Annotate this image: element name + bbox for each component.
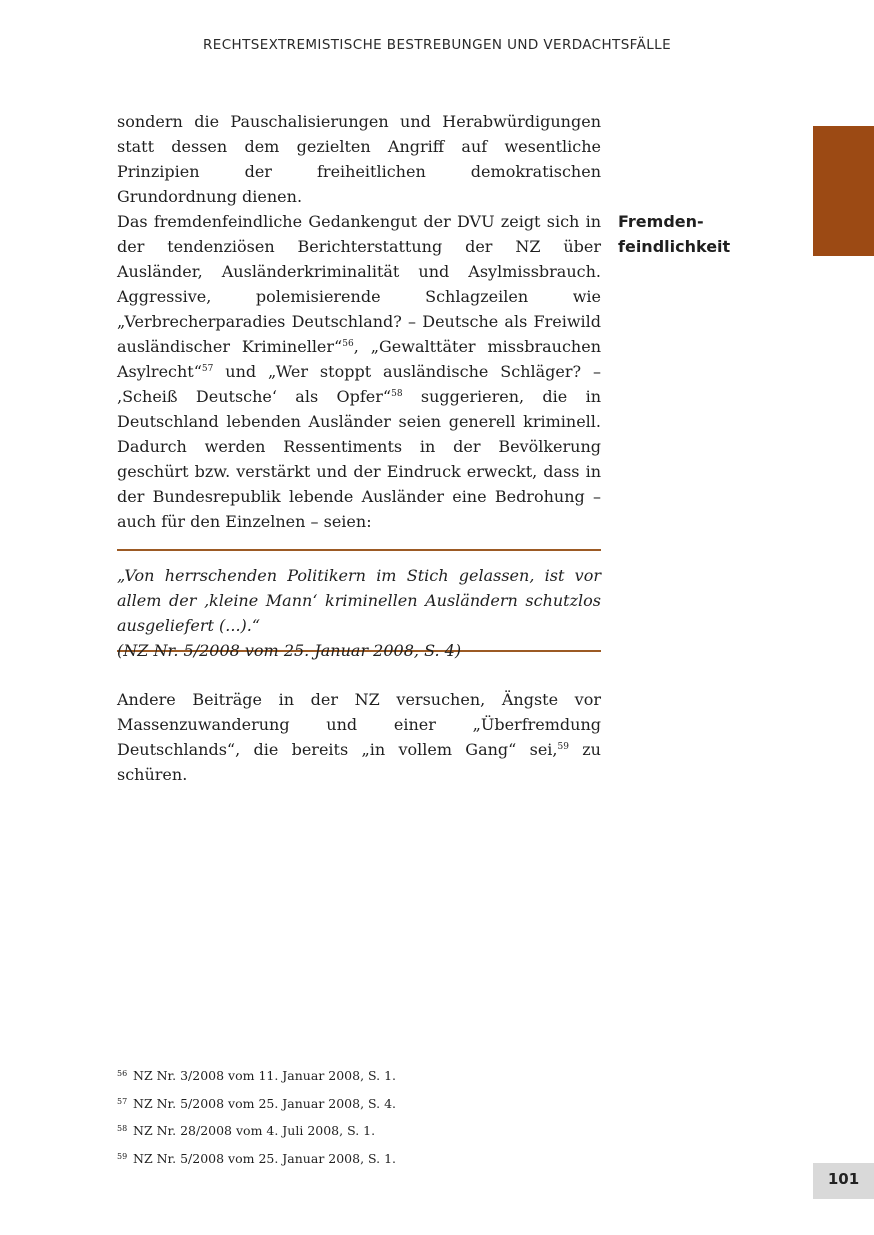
margin-heading-line2: feindlichkeit	[618, 237, 731, 256]
footnote-text: NZ Nr. 28/2008 vom 4. Juli 2008, S. 1.	[133, 1123, 376, 1139]
footnotes	[117, 1062, 617, 1173]
footnote: 58 NZ Nr. 28/2008 vom 4. Juli 2008, S. 1.	[117, 1123, 376, 1139]
margin-heading	[618, 209, 768, 259]
paragraph-continuation: sondern die Pauschalisierungen und Herabwürdigungen statt dessen dem gezielten Angriff auf wesentliche Prinzipien der freiheitlichen demokratischen Grundordnung dienen.	[117, 112, 601, 206]
footnote-ref-58: 58	[391, 389, 403, 399]
footnote: 56 NZ Nr. 3/2008 vom 11. Januar 2008, S. 1.	[117, 1068, 397, 1083]
paragraph-text: , „Gewalttäter missbrauchen Asylrecht“	[117, 337, 601, 381]
footnote: 59 NZ Nr. 5/2008 vom 25. Januar 2008, S. 1.	[117, 1151, 397, 1167]
quote-source: (NZ Nr. 5/2008 vom 25. Januar 2008, S. 4)	[117, 641, 462, 660]
paragraph-text: suggerieren, die in Deutschland lebenden Ausländer seien generell kriminell. Dadurch werden Ressentiments in der Bevölkerung geschürt bzw. verstärkt und der Eindruck erweckt, dass in der Bundesrepublik lebende Ausländer eine Bedrohung – auch für den Einzelnen – seien:	[117, 387, 602, 531]
running-header: RECHTSEXTREMISTISCHE BESTREBUNGEN UND VERDACHTSFÄLLE	[202, 37, 672, 53]
block-quote	[117, 563, 601, 663]
footnote-text: NZ Nr. 5/2008 vom 25. Januar 2008, S. 4.	[133, 1095, 397, 1111]
footnote-ref-59: 59	[557, 742, 569, 752]
paragraph-text: Andere Beiträge in der NZ versuchen, Ängste vor Massenzuwanderung und einer „Überfremdung Deutschlands“, die bereits „in vollem Gang“ sei,	[117, 690, 601, 759]
footnote-text: NZ Nr. 3/2008 vom 11. Januar 2008, S. 1.	[133, 1068, 397, 1083]
paragraph-text: und „Wer stoppt ausländische Schläger? – ‚Scheiß Deutsche‘ als Opfer“	[117, 362, 601, 406]
footnote: 57 NZ Nr. 5/2008 vom 25. Januar 2008, S. 4.	[117, 1095, 397, 1111]
paragraph-mass-immigration	[117, 687, 601, 787]
footnote-ref-57: 57	[201, 364, 214, 374]
paragraph-text: Das fremdenfeindliche Gedankengut der DVU zeigt sich in der tendenziösen Berichterstattung der NZ über Ausländer, Ausländerkriminalität und Asylmissbrauch. Aggressive, polemisierende Schlagzeilen wie „Verbrecherparadies Deutschland? – Deutsche als Freiwild ausländischer Krimineller“	[117, 212, 601, 356]
footnote-ref-56: 56	[342, 339, 354, 349]
paragraph-text: zu schüren.	[117, 740, 601, 784]
quote-text: „Von herrschenden Politikern im Stich gelassen, ist vor allem der ‚kleine Mann‘ kriminellen Ausländern schutzlos ausgeliefert (...).“	[117, 566, 601, 635]
paragraph-xenophobia	[117, 209, 601, 534]
chapter-tab-marker	[813, 126, 874, 256]
quote-box	[117, 549, 601, 660]
page-number: 101	[813, 1163, 874, 1199]
footnote-text: NZ Nr. 5/2008 vom 25. Januar 2008, S. 1.	[133, 1151, 397, 1167]
margin-heading-line1: Fremden-	[618, 212, 704, 231]
